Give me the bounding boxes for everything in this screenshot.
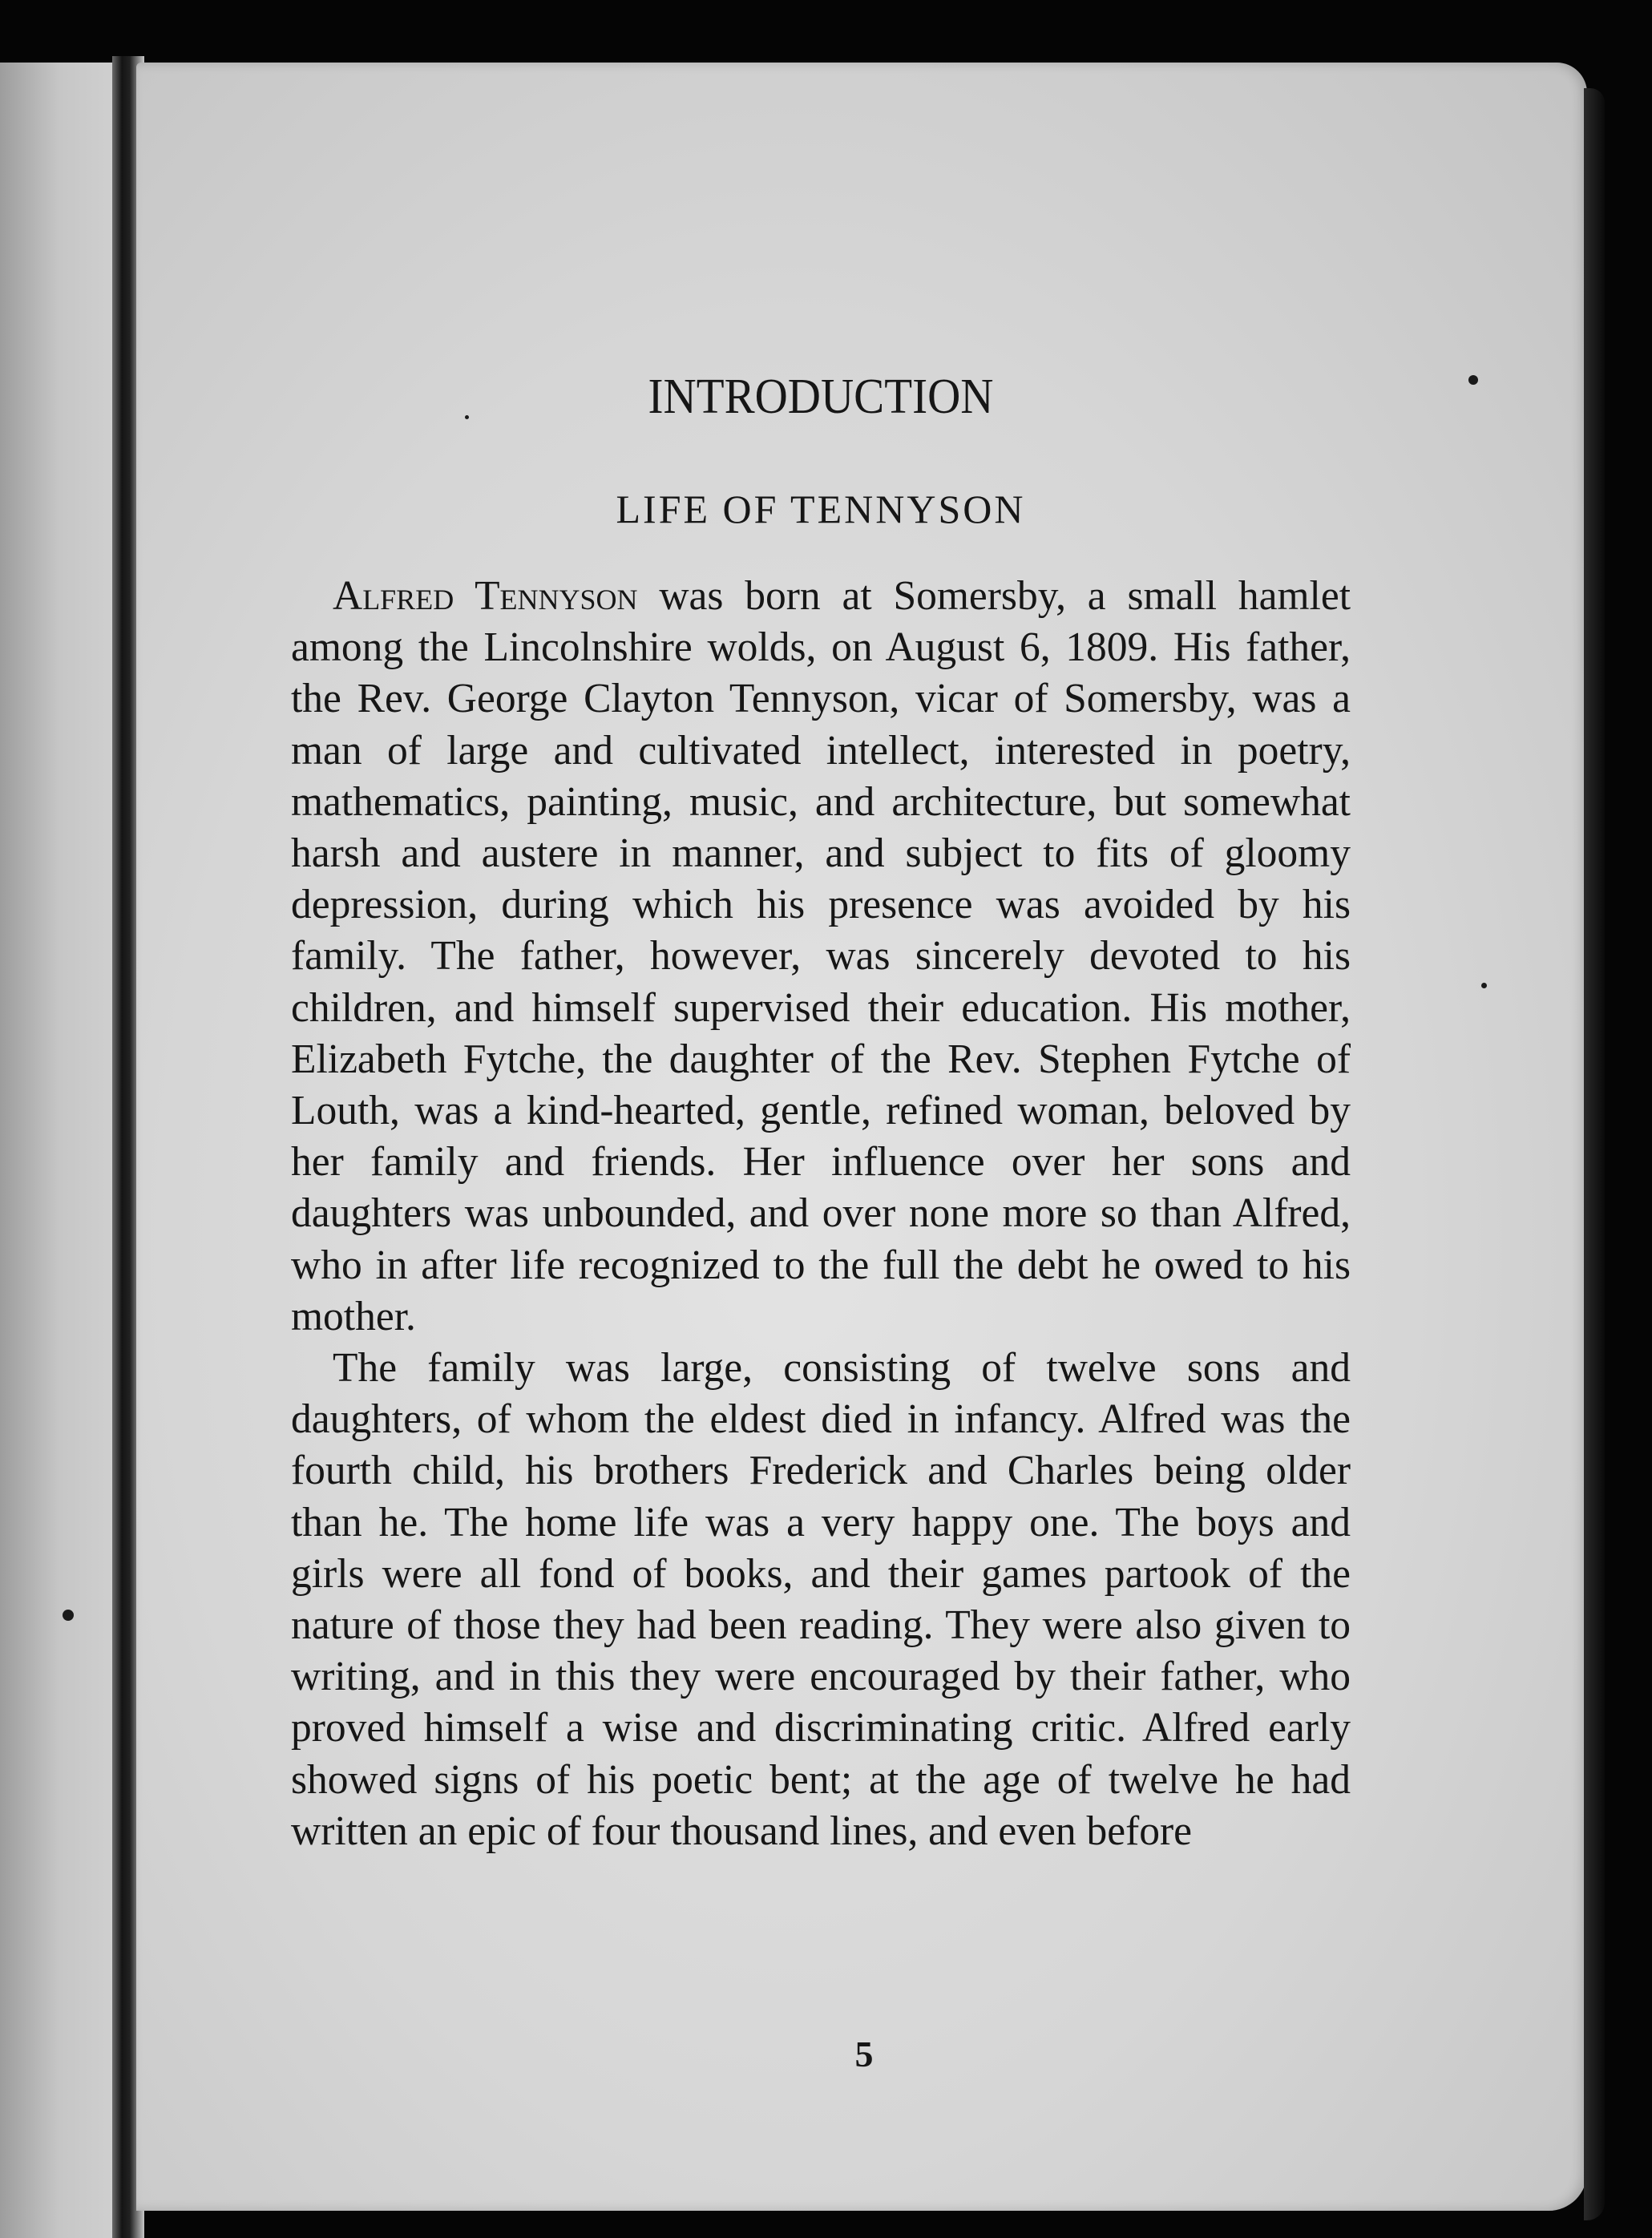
opening-words: Alfred Tennyson [333,573,638,619]
dust-speck [1481,983,1487,988]
section-title: LIFE OF TENNYSON [616,487,1026,531]
body-text [291,571,1351,1857]
chapter-title: INTRODUCTION [648,370,994,424]
dust-speck [1468,375,1478,385]
page-number: 5 [854,2034,874,2074]
facing-page-edge [0,63,119,2238]
paragraph: The family was large, consisting of twelve sons and daughters, of whom the eldest died in infancy. Alfred was the fourth child, his brothers Frederick and Charles being older than he. The home life was a very happy one. The boys and girls were all fond of books, and their games partook of the nature of those they had been reading. They were also given to writing, and in this they were encouraged by their father, who proved himself a wise and discriminating critic. Alfred early showed signs of his poetic bent; at the age of twelve he had written an epic of four thousand lines, and even before [291,1345,1351,1854]
paragraph [291,571,1351,1343]
page-edge-shadow [1584,88,1605,2220]
paragraph-text: was born at Somersby, a small hamlet among the Lincolnshire wolds, on August 6, 1809. His father, the Rev. George Clayton Tennyson, vicar of Somersby, was a man of large and cultivated intellect, interested in poetry, mathematics, painting, music, and architecture, but somewhat harsh and austere in manner, and subject to fits of gloomy depression, during which his presence was avoided by his family. The father, however, was sincerely devoted to his children, and himself supervised their education. His mother, Elizabeth Fytche, the daughter of the Rev. Stephen Fytche of Louth, was a kind-hearted, gentle, refined woman, beloved by her family and friends. Her influence over her sons and daughters was unbounded, and over none more so than Alfred, who in after life recognized to the full the debt he owed to his mother. [291,573,1351,1339]
dust-speck [63,1610,74,1621]
